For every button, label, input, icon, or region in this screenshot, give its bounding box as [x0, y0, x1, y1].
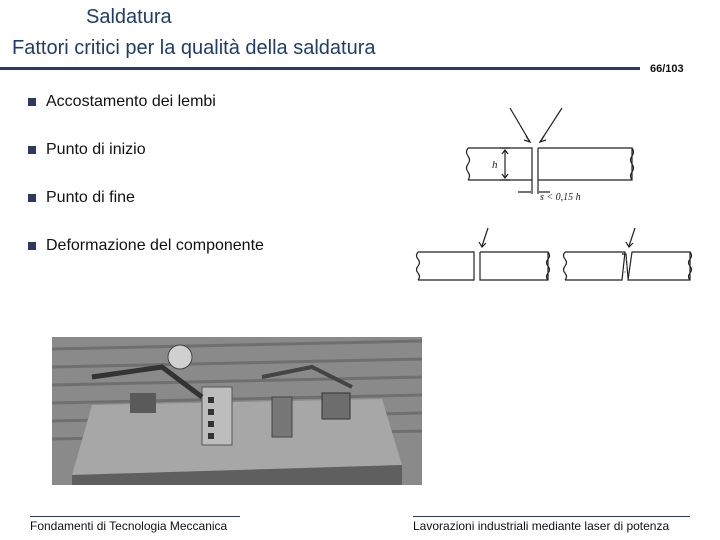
page-number: 66/103	[650, 63, 684, 75]
bullet-square-icon	[28, 98, 36, 106]
footer-course-name: Fondamenti di Tecnologia Meccanica	[30, 519, 228, 533]
footer-topic-name: Lavorazioni industriali mediante laser di potenza	[413, 519, 670, 533]
footer-divider-right	[413, 516, 690, 517]
bullet-text: Accostamento dei lembi	[46, 93, 216, 110]
slide-subtitle: Fattori critici per la qualità della saldatura	[12, 37, 376, 59]
bullet-square-icon	[28, 242, 36, 250]
header-divider	[0, 67, 640, 70]
clamp-fixture-photo	[52, 337, 422, 485]
bullet-text: Punto di inizio	[46, 141, 146, 158]
bullet-item	[28, 232, 264, 280]
bullet-square-icon	[28, 146, 36, 154]
bullet-text: Punto di fine	[46, 189, 135, 206]
bullet-item	[28, 88, 264, 136]
bullet-item	[28, 136, 264, 184]
gap-tolerance-label: s < 0,15 h	[540, 192, 581, 203]
slide-title: Saldatura	[86, 6, 172, 28]
footer-divider-left	[30, 516, 240, 517]
bullet-square-icon	[28, 194, 36, 202]
butt-joint-diagram	[400, 100, 700, 290]
bullet-item	[28, 184, 264, 232]
dimension-h-label: h	[492, 159, 498, 171]
bullet-list	[28, 88, 264, 280]
bullet-text: Deformazione del componente	[46, 237, 264, 254]
